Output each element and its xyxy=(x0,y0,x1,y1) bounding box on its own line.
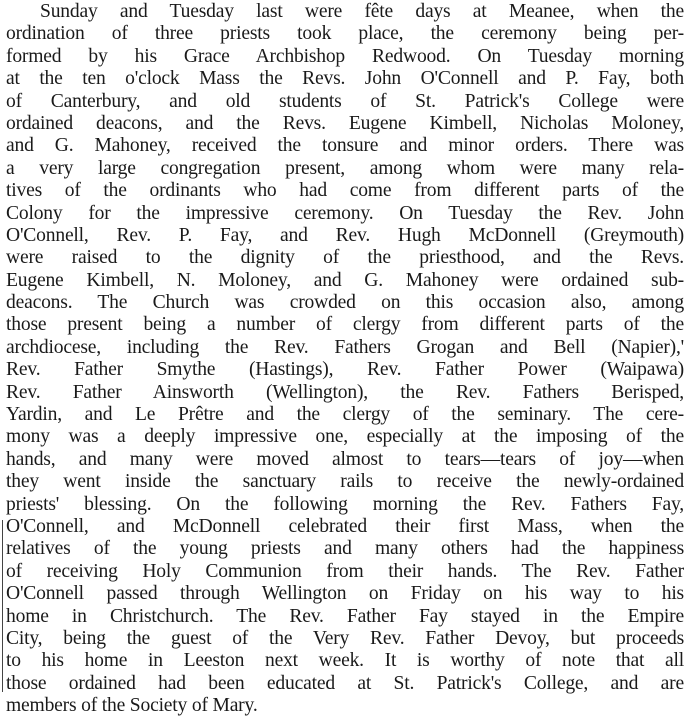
article-line: O'Connell, and McDonnell celebrated their first Mass, when the xyxy=(6,515,684,537)
article-line: archdiocese, including the Rev. Fathers Grogan and Bell (Napier),' xyxy=(6,336,684,358)
article-line: Yardin, and Le Prêtre and the clergy of the seminary. The cere- xyxy=(6,404,684,426)
article-body xyxy=(6,1,684,718)
article-line: O'Connell, Rev. P. Fay, and Rev. Hugh McDonnell (Greymouth) xyxy=(6,224,684,246)
article-line: home in Christchurch. The Rev. Father Fay stayed in the Empire xyxy=(6,605,684,627)
article-line: and G. Mahoney, received the tonsure and minor orders. There was xyxy=(6,135,684,157)
article-line: tives of the ordinants who had come from different parts of the xyxy=(6,180,684,202)
article-line: of receiving Holy Communion from their hands. The Rev. Father xyxy=(6,560,684,582)
article-line: deacons. The Church was crowded on this occasion also, among xyxy=(6,292,684,314)
article-line: to his home in Leeston next week. It is worthy of note that all xyxy=(6,650,684,672)
article-line: formed by his Grace Archbishop Redwood. On Tuesday morning xyxy=(6,45,684,67)
article-line: those ordained had been educated at St. Patrick's College, and are xyxy=(6,672,684,694)
article-line: City, being the guest of the Very Rev. Father Devoy, but proceeds xyxy=(6,627,684,649)
article-line: those present being a number of clergy from different parts of the xyxy=(6,314,684,336)
article-line: hands, and many were moved almost to tears—tears of joy—when xyxy=(6,448,684,470)
article-line: O'Connell passed through Wellington on Friday on his way to his xyxy=(6,583,684,605)
article-line: Sunday and Tuesday last were fête days at Meanee, when the xyxy=(40,1,684,22)
article-line: members of the Society of Mary. xyxy=(6,695,258,717)
column-margin-rule xyxy=(2,520,3,692)
article-line: Rev. Father Ainsworth (Wellington), the Rev. Fathers Berisped, xyxy=(6,381,684,403)
article-line: Eugene Kimbell, N. Moloney, and G. Mahoney were ordained sub- xyxy=(6,269,684,291)
article-line: relatives of the young priests and many others had the happiness xyxy=(6,538,684,560)
article-line: mony was a deeply impressive one, especially at the imposing of the xyxy=(6,426,684,448)
article-line: Colony for the impressive ceremony. On Tuesday the Rev. John xyxy=(6,202,684,224)
article-line: priests' blessing. On the following morning the Rev. Fathers Fay, xyxy=(6,493,684,515)
article-line: at the ten o'clock Mass the Revs. John O'Connell and P. Fay, both xyxy=(6,68,684,90)
article-line: ordination of three priests took place, the ceremony being per- xyxy=(6,23,684,45)
article-line: of Canterbury, and old students of St. Patrick's College were xyxy=(6,90,684,112)
article-line: were raised to the dignity of the priesthood, and the Revs. xyxy=(6,247,684,269)
article-line: Rev. Father Smythe (Hastings), Rev. Father Power (Waipawa) xyxy=(6,359,684,381)
article-line: ordained deacons, and the Revs. Eugene Kimbell, Nicholas Moloney, xyxy=(6,112,684,134)
article-line: a very large congregation present, among whom were many rela- xyxy=(6,157,684,179)
article-line: they went inside the sanctuary rails to receive the newly-ordained xyxy=(6,471,684,493)
